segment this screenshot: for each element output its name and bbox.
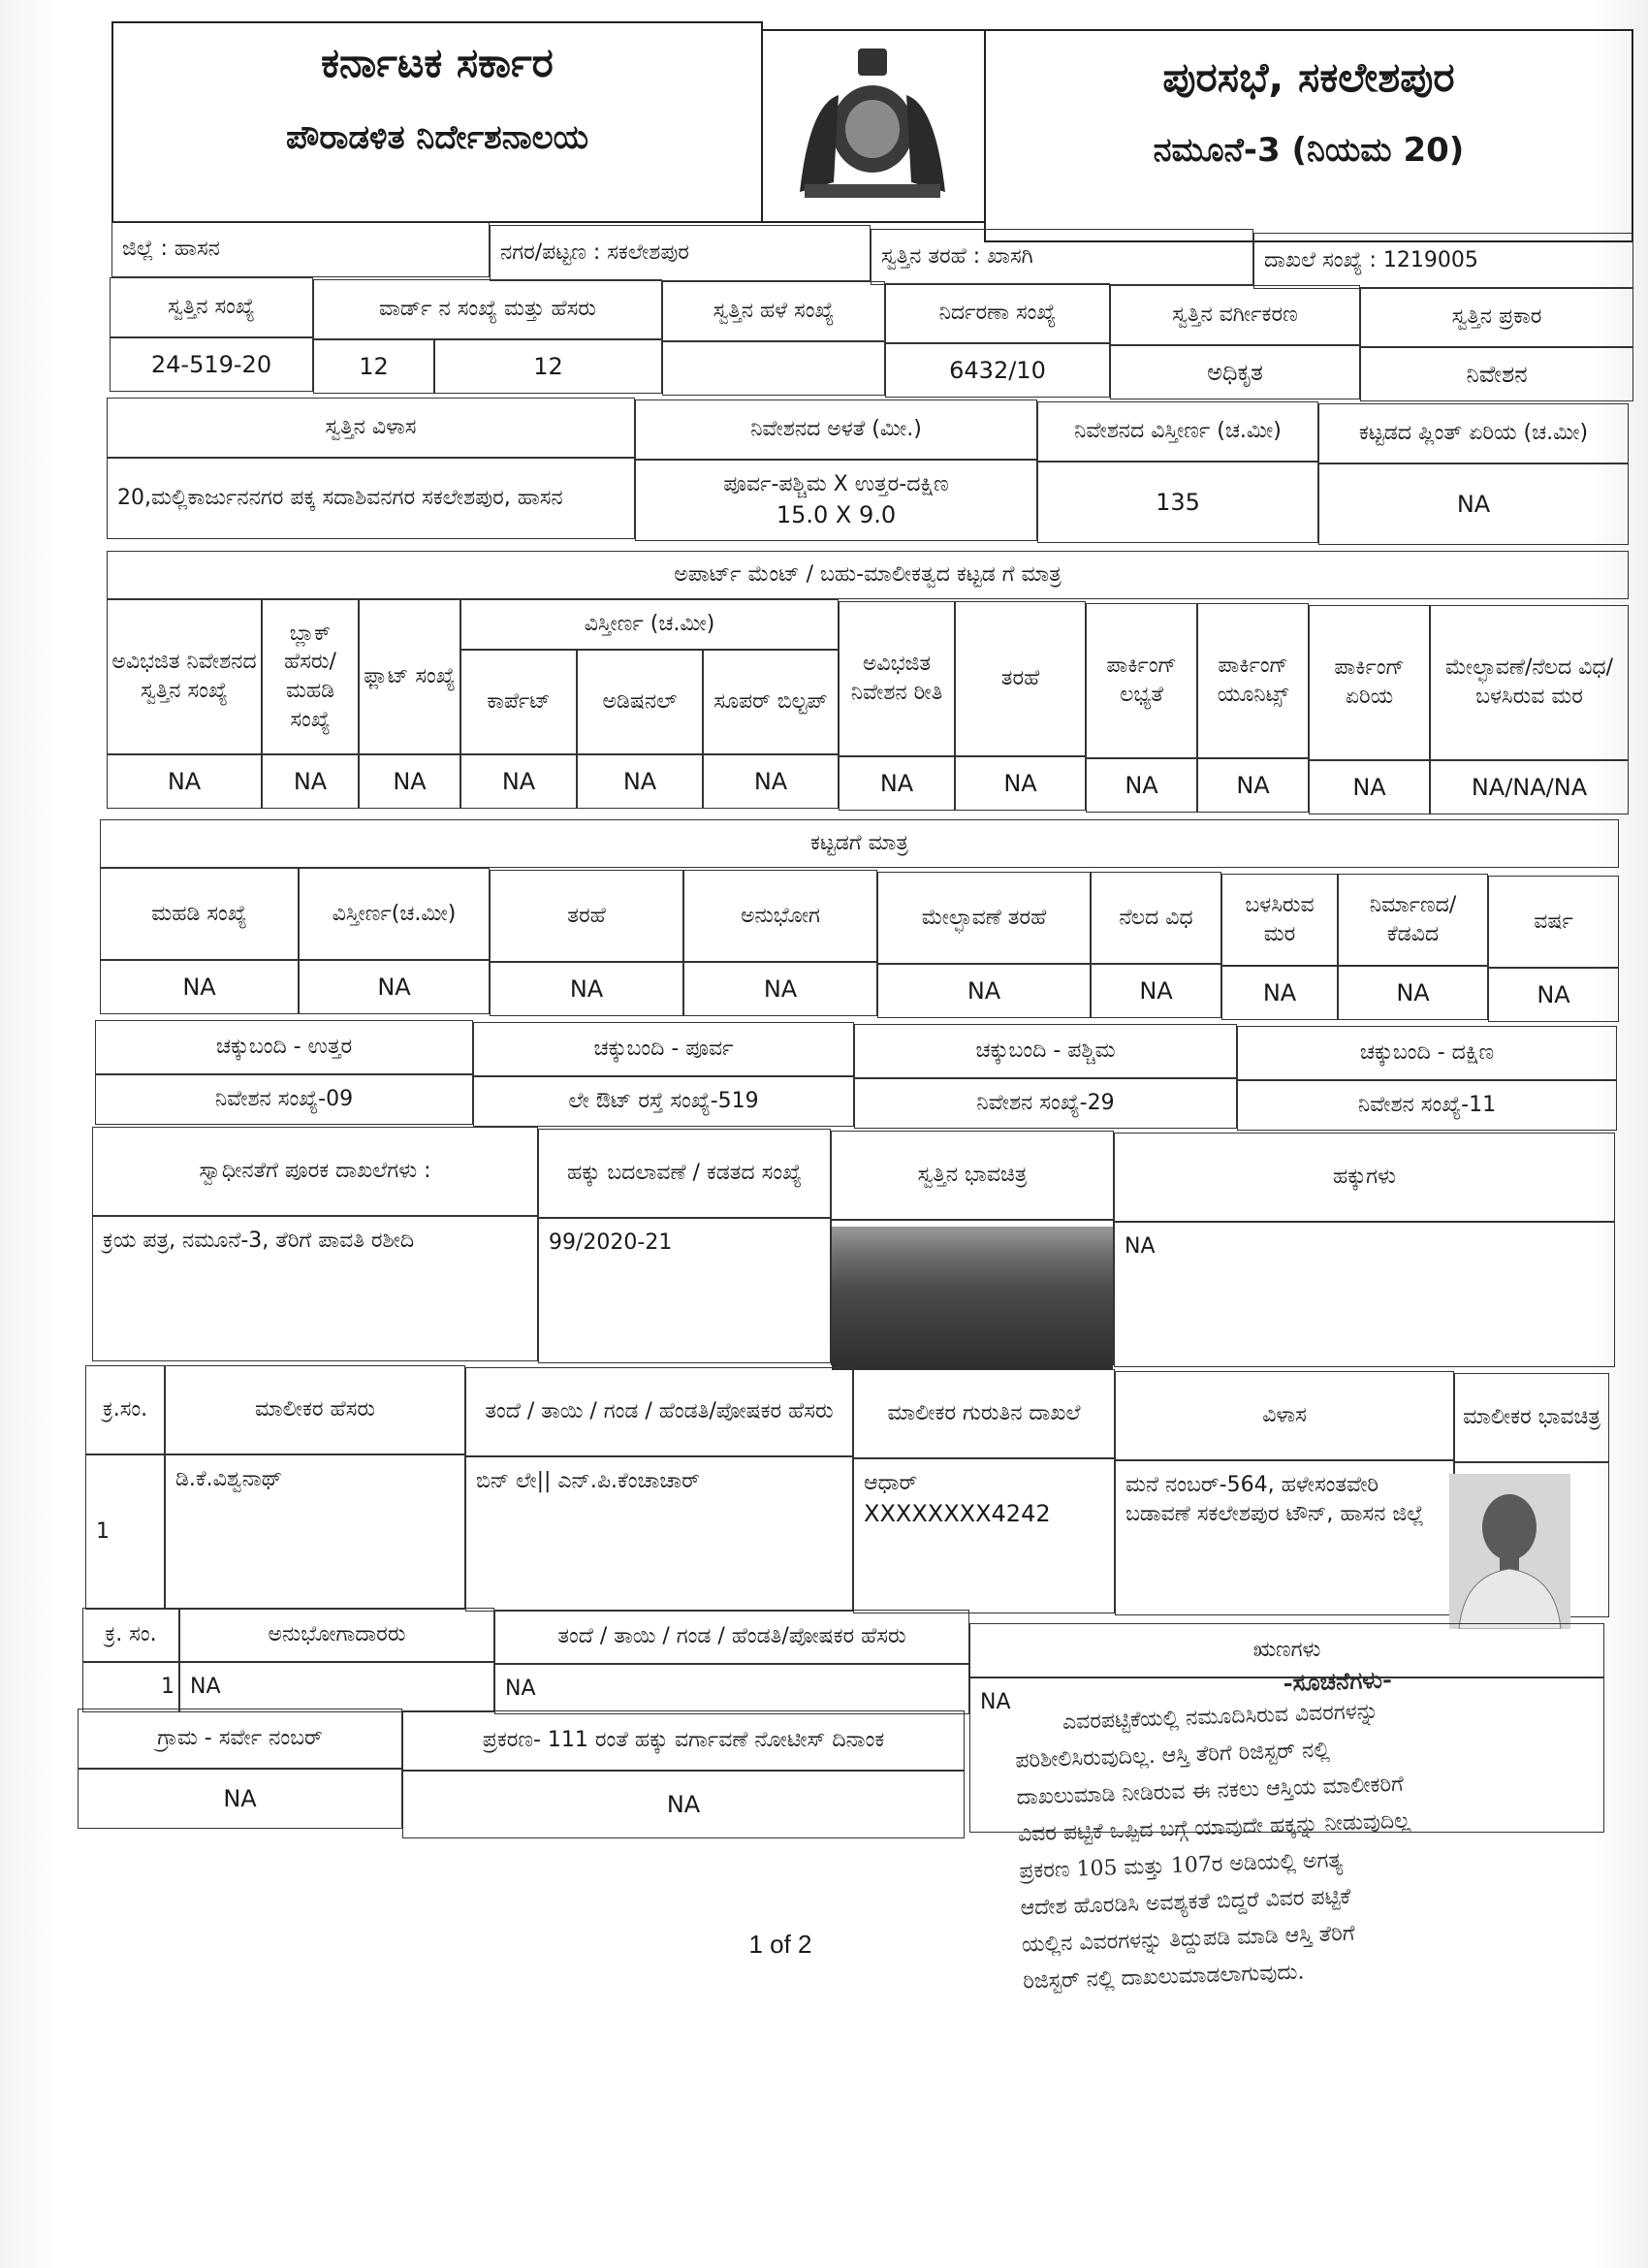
owner-sl-header: ಕ್ರ.ಸಂ. [85, 1365, 165, 1454]
bld-value-4: NA [683, 962, 877, 1016]
apt-value-8: NA [955, 756, 1086, 811]
apt-value-6: NA [703, 754, 839, 809]
rights-value: NA [1114, 1222, 1615, 1367]
owner-id-cell [853, 1458, 1115, 1613]
municipality-title: ಪುರಸಭೆ, ಸಕಲೇಶಪುರ [1162, 53, 1455, 101]
owner-id-header: ಮಾಲೀಕರ ಗುರುತಿನ ದಾಖಲೆ [853, 1369, 1115, 1458]
occupant-name-value: NA [179, 1662, 494, 1712]
classification-value: ಅಧಿಕೃತ [1110, 345, 1360, 399]
boundary-south-header: ಚಕ್ಕುಬಂದಿ - ದಕ್ಷಿಣ [1237, 1026, 1617, 1080]
assessment-number-header: ನಿರ್ದರಣಾ ಸಂಖ್ಯೆ [885, 283, 1110, 343]
ward-header: ವಾರ್ಡ್ ನ ಸಂಖ್ಯೆ ಮತ್ತು ಹೆಸರು [313, 279, 662, 339]
apartment-section-title: ಅಪಾರ್ಟ್ ಮೆಂಟ್ / ಬಹು-ಮಾಲೀಕತ್ವದ ಕಟ್ಟಡ ಗೆ ಮಾತ್ರ [107, 551, 1629, 599]
apt-value-9: NA [1086, 758, 1197, 813]
apt-roof-floor-header: ಮೇಲ್ಛಾವಣೆ/ನೆಲದ ವಿಧ/ಬಳಸಿರುವ ಮರ [1430, 605, 1629, 760]
boundary-east-header: ಚಕ್ಕುಬಂದಿ - ಪೂರ್ವ [473, 1022, 854, 1076]
property-type-field: ಸ್ವತ್ತಿನ ತರಹೆ : ಖಾಸಗಿ [871, 229, 1253, 285]
bld-value-6: NA [1091, 964, 1221, 1018]
boundary-east-value: ಲೇ ಔಟ್ ರಸ್ತೆ ಸಂಖ್ಯೆ-519 [473, 1076, 854, 1127]
area-header: ನಿವೇಶನದ ವಿಸ್ತೀರ್ಣ (ಚ.ಮೀ) [1037, 401, 1318, 462]
transfer-notice-header: ಪ್ರಕರಣ- 111 ರಂತೆ ಹಕ್ಕು ವರ್ಗಾವಣೆ ನೋಟೀಸ್ ದಿನಾಂಕ [402, 1710, 965, 1771]
bld-type-header: ತರಹೆ [490, 870, 683, 962]
apt-parking-area-header: ಪಾರ್ಕಿಂಗ್ ಏರಿಯ [1309, 605, 1430, 760]
town-field: ನಗರ/ಪಟ್ಟಣ : ಸಕಲೇಶಪುರ [490, 225, 871, 281]
apt-undivided-method-header: ಅವಿಭಜಿತ ನಿವೇಶನ ರೀತಿ [839, 601, 955, 756]
occupant-name-header: ಅನುಭೋಗಾದಾರರು [179, 1608, 494, 1662]
apt-value-11: NA [1309, 760, 1430, 815]
bld-usage-header: ಅನುಭೋಗ [683, 870, 877, 962]
property-address-value: 20,ಮಲ್ಲಿಕಾರ್ಜುನನಗರ ಪಕ್ಕ ಸದಾಶಿವನಗರ ಸಕಲೇಶಪುರ, ಹಾಸನ [107, 458, 635, 539]
ownership-docs-header: ಸ್ವಾಧೀನತೆಗೆ ಪೂರಕ ದಾಖಲೆಗಳು : [92, 1127, 538, 1216]
assessment-number-value: 6432/10 [885, 343, 1110, 398]
owner-address-header: ವಿಳಾಸ [1115, 1371, 1454, 1460]
owner-sl-value: 1 [85, 1454, 165, 1610]
bld-value-9: NA [1488, 968, 1619, 1022]
area-value: 135 [1037, 462, 1318, 543]
dimension-value-cell [635, 460, 1037, 541]
apt-value-1: NA [107, 754, 262, 809]
occupant-relation-value: NA [494, 1664, 969, 1714]
apt-value-2: NA [262, 754, 359, 809]
ward-name-value: 12 [434, 339, 662, 394]
stamp-line-3: ದಾಖಲುಮಾಡಿ ನೀಡಿರುವ ಈ ನಕಲು ಆಸ್ತಿಯ ಮಾಲೀಕರಿಗೆ [1016, 1772, 1405, 1810]
bld-construction-header: ನಿರ್ಮಾಣದ/ ಕೆಡವಿದ [1338, 874, 1488, 966]
bld-value-2: NA [299, 960, 490, 1014]
bld-area-header: ವಿಸ್ತೀರ್ಣ(ಚ.ಮೀ) [299, 868, 490, 960]
property-kind-header: ಸ್ವತ್ತಿನ ಪ್ರಕಾರ [1360, 287, 1633, 347]
bld-roof-header: ಮೇಲ್ಛಾವಣೆ ತರಹೆ [877, 872, 1091, 964]
bld-value-8: NA [1338, 966, 1488, 1020]
property-photo-header: ಸ್ವತ್ತಿನ ಭಾವಚಿತ್ರ [831, 1131, 1114, 1220]
plinth-value: NA [1318, 463, 1629, 545]
record-number-field: ದಾಖಲೆ ಸಂಖ್ಯೆ : 1219005 [1253, 233, 1633, 289]
owner-photo [1449, 1474, 1570, 1629]
survey-number-value: NA [78, 1769, 402, 1829]
apt-value-10: NA [1197, 758, 1309, 813]
boundary-south-value: ನಿವೇಶನ ಸಂಖ್ಯೆ-11 [1237, 1080, 1617, 1131]
stamp-line-1: ಎವರಪಟ್ಟಿಕೆಯಲ್ಲಿ ನಮೂದಿಸಿರುವ ವಿವರಗಳನ್ನು [1062, 1699, 1379, 1735]
bld-value-3: NA [490, 962, 683, 1016]
classification-header: ಸ್ವತ್ತಿನ ವರ್ಗೀಕರಣ [1110, 285, 1360, 345]
property-number-header: ಸ್ವತ್ತಿನ ಸಂಖ್ಯೆ [110, 277, 313, 337]
apt-value-7: NA [839, 756, 955, 811]
dimension-label: ಪೂರ್ವ-ಪಶ್ಚಿಮ X ಉತ್ತರ-ದಕ್ಷಿಣ [723, 471, 949, 496]
stamp-line-6: ಆದೇಶ ಹೊರಡಿಸಿ ಅವಶ್ಯಕತೆ ಬಿದ್ದರೆ ವಿವರ ಪಟ್ಟಿಕೆ [1020, 1884, 1351, 1921]
occupant-sl-value: 1 [82, 1662, 179, 1712]
stamp-line-5: ಪ್ರಕರಣ 105 ಮತ್ತು 107ರ ಅಡಿಯಲ್ಲಿ ಅಗತ್ಯ [1018, 1847, 1344, 1884]
ward-number-value: 12 [313, 339, 434, 394]
bld-year-header: ವರ್ಷ [1488, 876, 1619, 968]
plinth-header: ಕಟ್ಟಡದ ಪ್ಲಿಂತ್ ಏರಿಯ (ಚ.ಮೀ) [1318, 403, 1629, 463]
state-emblem [780, 37, 965, 207]
encumbrance-header: ಋಣಗಳು [969, 1623, 1604, 1677]
apt-value-12: NA/NA/NA [1430, 760, 1629, 815]
dimension-header: ನಿವೇಶನದ ಅಳತೆ (ಮೀ.) [635, 399, 1037, 460]
mutation-number-value: 99/2020-21 [538, 1218, 831, 1363]
property-kind-value: ನಿವೇಶನ [1360, 347, 1633, 401]
owner-id-label: ಆಧಾರ್ [864, 1471, 918, 1495]
transfer-notice-value: NA [402, 1771, 965, 1838]
stamp-line-7: ಯಲ್ಲಿನ ವಿವರಗಳನ್ನು ತಿದ್ದುಪಡಿ ಮಾಡಿ ಆಸ್ತಿ ತೆರಿಗೆ [1021, 1921, 1355, 1958]
boundary-north-value: ನಿವೇಶನ ಸಂಖ್ಯೆ-09 [95, 1074, 473, 1125]
stamp-line-2: ಪರಿಶೀಲಿಸಿರುವುದಿಲ್ಲ. ಆಸ್ತಿ ತೆರಿಗೆ ರಿಜಿಸ್ಟರ್ ನಲ್ಲಿ [1014, 1738, 1331, 1773]
apt-type-header: ತರಹೆ [955, 601, 1086, 756]
occupant-relation-header: ತಂದೆ / ತಾಯಿ / ಗಂಡ / ಹೆಂಡತಿ/ಪೋಷಕರ ಹೆಸರು [494, 1610, 969, 1664]
stamp-line-4: ವಿವರ ಪಟ್ಟಿಕೆ ಒಪ್ಪಿದ ಬಗ್ಗೆ ಯಾವುದೇ ಹಕ್ಕನ್ನು ನೀಡುವುದಿಲ್ಲ [1017, 1808, 1411, 1847]
bld-value-7: NA [1221, 966, 1338, 1020]
occupant-sl-header: ಕ್ರ. ಸಂ. [82, 1608, 179, 1662]
apt-superbuiltup-header: ಸೂಪರ್ ಬಿಲ್ಟಪ್ [703, 650, 839, 754]
ownership-docs-value: ಕ್ರಯ ಪತ್ರ, ನಮೂನೆ-3, ತೆರಿಗೆ ಪಾವತಿ ರಶೀದಿ [92, 1216, 538, 1361]
apt-parking-units-header: ಪಾರ್ಕಿಂಗ್ ಯೂನಿಟ್ಸ್ [1197, 603, 1309, 758]
owner-address-value: ಮನೆ ನಂಬರ್-564, ಹಳೇಸಂತವೇರಿ ಬಡಾವಣೆ ಸಕಲೇಶಪುರ ಟೌನ್, ಹಾಸನ ಜಿಲ್ಲೆ [1115, 1460, 1454, 1615]
property-number-value: 24-519-20 [110, 337, 313, 392]
owner-id-value: XXXXXXXX4242 [864, 1499, 1051, 1527]
bld-floor-type-header: ನೆಲದ ವಿಧ [1091, 872, 1221, 964]
stamp-line-8: ರಿಜಿಸ್ಟರ್ ನಲ್ಲಿ ದಾಖಲುಮಾಡಲಾಗುವುದು. [1022, 1960, 1305, 1995]
old-number-header: ಸ್ವತ್ತಿನ ಹಳೆ ಸಂಖ್ಯೆ [662, 281, 885, 341]
page-number: 1 of 2 [748, 1930, 812, 1959]
building-section-title: ಕಟ್ಟಡಗೆ ಮಾತ್ರ [100, 819, 1619, 868]
instructions-stamp [1012, 1657, 1614, 2000]
bld-wood-header: ಬಳಸಿರುವ ಮರ [1221, 874, 1338, 966]
apt-additional-header: ಅಡಿಷನಲ್ [577, 650, 703, 754]
property-photo [832, 1227, 1113, 1370]
owner-name-header: ಮಾಲೀಕರ ಹೆಸರು [165, 1365, 465, 1454]
address-header: ಸ್ವತ್ತಿನ ವಿಳಾಸ [107, 398, 635, 458]
mutation-number-header: ಹಕ್ಕು ಬದಲಾವಣೆ / ಕಡತದ ಸಂಖ್ಯೆ [538, 1129, 831, 1218]
apt-flat-header: ಫ್ಲಾಟ್ ಸಂಖ್ಯೆ [359, 599, 460, 754]
directorate-title: ಪೌರಾಡಳಿತ ನಿರ್ದೇಶನಾಲಯ [285, 118, 589, 157]
owner-relation-value: ಬಿನ್ ಲೇ|| ಎನ್.ಪಿ.ಕೆಂಚಾಚಾರ್ [465, 1456, 853, 1612]
encumbrance-value: NA [969, 1677, 1604, 1833]
owner-name-value: ಡಿ.ಕೆ.ವಿಶ್ವನಾಥ್ [165, 1454, 465, 1610]
rights-header: ಹಕ್ಕುಗಳು [1114, 1133, 1615, 1222]
boundary-west-value: ನಿವೇಶನ ಸಂಖ್ಯೆ-29 [854, 1078, 1237, 1129]
survey-number-header: ಗ್ರಾಮ - ಸರ್ವೇ ನಂಬರ್ [78, 1709, 402, 1769]
apt-value-3: NA [359, 754, 460, 809]
bld-value-5: NA [877, 964, 1091, 1018]
form-title: ನಮೂನೆ-3 (ನಿಯಮ 20) [1153, 131, 1465, 170]
apt-area-header: ವಿಸ್ತೀರ್ಣ (ಚ.ಮೀ) [460, 599, 839, 650]
bld-floor-header: ಮಹಡಿ ಸಂಖ್ಯೆ [100, 868, 299, 960]
district-field: ಜಿಲ್ಲೆ : ಹಾಸನ [111, 221, 490, 277]
owner-portrait-icon [1449, 1474, 1570, 1629]
old-number-value [662, 341, 885, 396]
apt-parking-availability-header: ಪಾರ್ಕಿಂಗ್ ಲಭ್ಯತೆ [1086, 603, 1197, 758]
boundary-north-header: ಚಕ್ಕುಬಂದಿ - ಉತ್ತರ [95, 1020, 473, 1074]
stamp-title: -ಸೂಚನೆಗಳು- [1283, 1665, 1393, 1697]
apt-block-header: ಬ್ಲಾಕ್ ಹೆಸರು/ ಮಹಡಿ ಸಂಖ್ಯೆ [262, 599, 359, 754]
bld-value-1: NA [100, 960, 299, 1014]
apt-carpet-header: ಕಾರ್ಪೆಟ್ [460, 650, 577, 754]
owner-relation-header: ತಂದೆ / ತಾಯಿ / ಗಂಡ / ಹೆಂಡತಿ/ಪೋಷಕರ ಹೆಸರು [465, 1367, 853, 1456]
apt-value-4: NA [460, 754, 577, 809]
boundary-west-header: ಚಕ್ಕುಬಂದಿ - ಪಶ್ಚಿಮ [854, 1024, 1237, 1078]
apt-value-5: NA [577, 754, 703, 809]
apt-undivided-property-header: ಅವಿಭಜಿತ ನಿವೇಶನದ ಸ್ವತ್ತಿನ ಸಂಖ್ಯೆ [107, 599, 262, 754]
government-title: ಕರ್ನಾಟಕ ಸರ್ಕಾರ [321, 39, 554, 86]
owner-photo-header: ಮಾಲೀಕರ ಭಾವಚಿತ್ರ [1454, 1373, 1609, 1462]
dimension-value: 15.0 X 9.0 [776, 500, 897, 528]
